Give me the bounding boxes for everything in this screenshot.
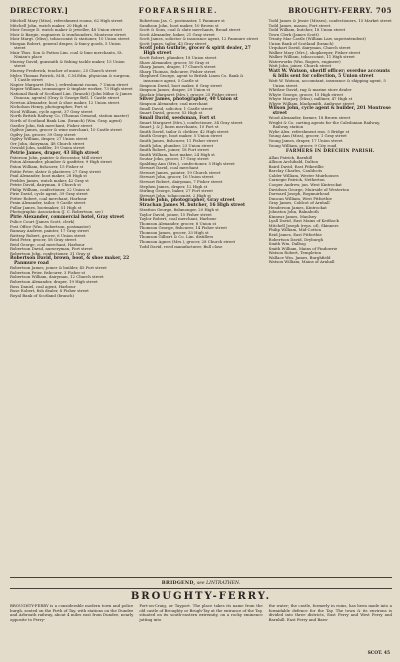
directory-entry: Smith John, plumber, 23 Union street [139,142,214,148]
directory-entry: Napier William, ironmonger & tinplate worker, 73 High street [10,86,133,92]
directory-entry: Myles Thomas Patrick, M.B., C.M.Edin. physician & surgeon, 1 Castle street [10,72,131,83]
directory-entry: Ogilvy William, draper, 27 Union street [10,136,88,142]
directory-entry: Murray David, gunsmith & fishing tackle maker, 15 Union street [10,58,125,69]
directory-entry: Ogilvie James, grocer & wine merchant, 10 Castle street [10,127,122,133]
directory-entry: Mitchell John, watch maker, 20 High st [10,22,88,28]
directory-entry: Photographic Association (J. C. Robertson, sec) [10,209,103,215]
directory-entry: Potter Robert, coal merchant, Harbour [10,195,87,201]
directory-entry: Wood Alexander, farmer, 18 Brown street [268,115,351,121]
directory-entry: Robertson Peter, fishcurer, 3 Fisher st [10,269,86,275]
directory-entry: Davidson George, Muirside of Westerton [268,186,349,192]
directory-entry: Stratton George, fishmonger, 20 High st [139,207,219,213]
directory-entry: Robertson William, dairyman, 12 Church street [10,274,104,280]
directory-entry: Carnegie Patrick, Netherton [268,177,325,183]
directory-entry: Kinnear James, Maulsey [268,213,317,219]
directory-entry: Thomson Agnes (Mrs.), grocer, 28 Church street [139,238,236,244]
directory-entry: Stirling George, baker, 27 Fort street [139,188,213,194]
directory-entry: Walker Mary (Mrs.), shopkeeper, Fisher street [268,49,361,55]
directory-entry: Scott John Guthrie, grocer & spirit dealer, 27 High street [139,46,251,57]
directory-entry: Smart Margaret (Mrs.), confectioner, 34 Gray street [139,119,243,125]
directory-entry: Philip William, Mid-Cotton [268,227,321,233]
directory-entry: Sandison John, boot maker, 10 Brown st [139,22,219,28]
directory-entry: Stoole John, photographer, Gray street [139,198,235,204]
directory-entry: Oswald John, saddler, 19 Union street [10,145,85,151]
directory-entry: Shaw Alexander, grocer, 50 Gray st [139,59,210,65]
directory-entry: Waterworks (Wm. Rogers, engineer) [268,58,341,64]
directory-entry: Todd James, mason, Fort street [268,22,331,28]
directory-entry: Sharp Thomas, fishcurer, Fisher street [139,68,216,74]
directory-entry: Simpson James, draper, 29 Union st [139,87,211,93]
directory-entry: Prain Alexander, tailor, 9 Castle street [10,200,86,206]
directory-entry: Paton William, fishcurer, 15 Fisher st [10,163,84,169]
directory-entry: National Bank of Scotland Lim. (branch) (John Milne & James Duncan, agents) (Gray & George Bell, 1 Castle street [10,90,132,101]
directory-entry: Scott James, tailor, 43 Gray street [139,40,207,46]
directory-entry: Petrie James, draper, 43 High street [10,150,100,156]
directory-entry: Robertson John, confectioner, 31 Gray st [10,250,91,256]
directory-entry: Reid James, East Pitforthie [268,231,322,237]
directory-entry: Scott James, solicitor & insurance agent, 12 Panmure street [139,36,259,42]
directory-entry: Taylor Robert, coal merchant, Harbour [139,216,217,222]
directory-entry: Petrie David, dairyman, 8 Church st [10,182,81,188]
directory-entry: Simpson Alexander, coal merchant [139,101,208,107]
directory-entry: Smith William, boot maker, 24 High st [139,151,215,157]
directory-entry: Barclay Charles, Cauldcots [268,168,323,174]
directory-entry: Thomson George, fishcurer, 14 Fisher street [139,225,227,231]
directory-entry: Scott Alexander, baker, 21 Gray street [139,31,215,37]
directory-entry: Pirie David, cycle agent, 39 Gray street [10,191,88,197]
directory-entry: Sinclair Margaret (Mrs.), grocer, 25 Fisher street [139,91,238,97]
directory-entry: Muir Thos. Son & Patton Lim. coal & lime merchants, St. Ninian's place [10,49,123,60]
town-title: BROUGHTY-FERRY. [130,591,272,602]
directory-entry: Smart David, grocer, 53 High st [139,110,203,116]
directory-column-2 [139,19,262,575]
directory-entry: Henderson James, Kintrockat [268,204,327,210]
directory-column-1 [10,19,133,575]
directory-entry: Stewart John, grocer, 16 Union street [139,174,214,180]
directory-entry: Smith James, fishcurer, 11 Fisher street [139,138,219,144]
directory-entry: Stewart John, tobacconist, 2 High st [139,192,211,198]
directory-entry: Orr John, dairyman, 48 Church street [10,140,85,146]
directory-entry: Ramsay Andrew, painter, 17 Gray street [10,228,89,234]
directory-entry: Young Ann (Miss), grocer, 1 Gray street [268,133,347,139]
directory-entry: Smith David, tailor & clothier, 42 High street [139,128,229,134]
directory-entry: Sharp James, draper, 17 Church street [139,64,216,70]
directory-entry: Oastler John, fish merchant, Fisher street [10,122,93,128]
directory-entry: Whyte George, grocer, 15 High street [268,91,344,97]
directory-columns [10,19,392,575]
directory-entry: Stewart James, painter, 19 Church street [139,169,221,175]
directory-entry: Watt W. Watson, accountant, insurance & shipping agent, 5 Union street [268,78,386,88]
directory-entry: Post Office (Wm. Robertson, postmaster) [10,223,91,229]
directory-entry: Nicol William, cycle agent, 37 Gray street [10,108,93,114]
directory-entry: Philip William, confectioner, 22 Union st [10,186,90,192]
directory-entry: Urquhart David, dairyman, Church street [268,45,351,51]
directory-entry: Watson Robert, Templeton [268,250,321,256]
directory-entry: Small David, seedsman, Fort st [139,115,216,121]
header-left: DIRECTORY.] [10,6,69,15]
town-description [10,604,392,622]
signature-mark: SCOT. 45 [367,651,390,656]
directory-entry: Newton Alexander, boot & shoe maker, 12 Union street [10,99,120,105]
directory-entry: Stephen James, draper, 12 High st [139,183,208,189]
directory-entry: Soutar John, grocer, 17 Gray street [139,156,209,162]
directory-entry: Thomson James, grocer, 33 High st [139,229,209,235]
directory-entry: Taylor David, joiner, 15 Fisher street [139,211,212,217]
directory-entry: Robertson David, nurseryman, Fort street [10,246,93,252]
directory-entry: Baird David, East Pitkerillie [268,163,324,169]
directory-entry: Scott Robert, plumber, 18 Union street [139,55,217,61]
directory-entry: Reid Peter, grocer, 58 Gray street [10,237,77,243]
directory-entry: Simpson David, boot maker, 6 Gray street [139,82,222,88]
directory-entry: Rattray Robert, grocer, 6 Union street [10,232,86,238]
directory-entry: Scott & Sons, coal & slate merchants, Broad street [139,27,241,33]
directory-entry: Paton Alexander, plumber & gasfitter, 9 High street [10,159,112,165]
directory-entry: Duncan William, West Pitforthie [268,195,332,201]
directory-column-3 [269,19,392,575]
directory-entry: Peebles James, watch maker, 42 Gray st [10,177,89,183]
description-para-3: the water; the castle, formerly in ruins, has been made into a formidable defence for the Tay. The town & its environs is divided into three districts, East Ferry and West Ferry and Barnhill. East Ferry and Barn- [268,603,392,622]
directory-entry: Johnston John, Balnaboth [268,209,319,215]
directory-entry: Robertson James, joiner & builder, 45 Fort street [10,265,107,271]
directory-entry: Reid George, coal merchant, Harbour [10,241,85,247]
description-para-1: BROUGHTY-FERRY is a considerable modern town and police burgh, seated on the Firth of Tay, with stations on the Dundee and Arbroath railway, about 4 miles east from Dundee, nearly opposite to Ferry- [10,603,134,622]
directory-entry: Small David, solicitor, 1 Castle street [139,105,213,111]
description-para-2: Port-on-Craig, or Tayport. The place takes its name from the old castle of Broughty or Brugh-Tay at the entrance of the Tay, situated on its south-eastern extremity, on a rocky eminence jutting into [139,603,263,622]
directory-entry: Ross Daniel, coal agent, Harbour [10,283,76,289]
directory-entry: Robertson Jas. C. postmaster, 1 Panmure st [139,19,225,23]
directory-entry: Murray Frederick, teacher of music, 25 Church street [10,68,117,74]
directory-entry: Wylie Alex. refreshment rms. 5 Bridge st [268,128,350,134]
directory-entry: Whyte Marjory (Miss), milliner, 47 High st [268,96,353,102]
directory-entry: Walker William, tobacconist, 11 High street [268,54,355,60]
directory-entry: Robertson David, Dryburgh [268,236,324,242]
directory-entry: Smith Robert, joiner, 18 Fort street [139,147,209,153]
directory-entry: Smith Wm. Dalbog [268,241,306,247]
directory-entry: Morgan Robert, general draper, & fancy goods, 5 Union street [10,40,121,51]
directory-entry: Calder William, Wester Muirhouses [268,172,339,178]
directory-entry: Thomson Gilbert & Co. Lim. distillers [139,234,214,240]
directory-entry: Trinity Mar Castle (William Law, superintendent) [268,36,366,42]
directory-entry: Strachan James M. butcher, 16 High street [139,203,246,209]
directory-entry: Todd James & Jessie (Misses), confectioners, 15 Market street [268,19,392,23]
directory-entry: Police Court (James Scott, clerk) [10,218,75,224]
directory-entry: Gray James, Coldcot of Arnhall [268,200,330,206]
directory-entry: Ogilvy Jas. grocer, 39 Gray street [10,131,76,137]
crossref-lead: BRIDGEND, [161,581,196,586]
directory-entry: Pirie Alexander, commercial hotel, Gray street [10,214,125,220]
directory-entry: Spalding Ann (Mrs.), confectioner, 5 High street [139,160,235,166]
directory-entry: Robertson Alexander, draper, 19 High street [10,278,98,284]
directory-entry: Napier Margaret (Mrs.), refreshment rooms, 7 Union street [10,81,129,87]
directory-entry: Rose Robert, fish dealer, 8 Fisher street [10,288,89,294]
directory-entry: Mitchell Mary (Miss), refreshment rooms, 62 High street [10,19,123,23]
farmers-list [269,156,392,265]
directory-entry: Pullar James, bootmaker, 51 High st [10,204,82,210]
directory-entry: Todd William, butcher, 18 Union street [268,27,346,33]
directory-entry: Young James, draper, 17 Union street [268,138,343,144]
directory-entry: Allison Archibald, Dalton [268,159,318,165]
directory-entry: Wright & Co. carting agents for the Caledonian Railway, Railway station [268,119,380,130]
directory-entry: Mitchell Joseph (reps. of), Skinners [268,222,339,228]
directory-entry: Stewart Robert, dairyman, 7 Fisher street [139,178,223,184]
header-title: FORFARSHIRE. [138,6,218,15]
column-3-entries [269,19,392,148]
directory-entry: Dorward Joseph, Bogmuirhead [268,191,330,197]
directory-entry: Moir George D. watch maker & jeweller, 48 Union street [10,27,123,33]
directory-entry: Paterson John, painter & decorator, Mill street [10,154,103,160]
directory-entry: Todd David, reed manufacturer, Bull close [139,243,223,249]
directory-entry: Watt W. Watson, sheriff officer; overdue accounts & bills sent for collection, 5 Union street [268,69,390,80]
directory-entry: Cooper Andrew, jun. West Kintrockat [268,181,342,187]
directory-entry: Paul Alexander, boot maker, 28 High st [10,173,87,179]
directory-entry: Robertson David, brown, boot, & shoe maker, 22 Panmure road [10,256,130,267]
divider [10,577,392,578]
directory-entry: Smith William, Mains of Findowrie [268,245,338,251]
directory-entry: Silver James, photographer, 40 Union st [139,97,238,103]
directory-entry: Young William, grocer, 9 City road [268,142,337,148]
directory-entry: Royal Bank of Scotland (branch) [10,292,75,298]
crossref-line [10,581,392,586]
directory-entry: Whitlaw David, rag & marine store dealer [268,87,352,93]
directory-entry: Watson William, Mains of Arnhall [268,259,335,265]
directory-entry: Smith George, boot maker, 5 Union street [139,133,223,139]
directory-entry: Wallace Wm. James, Burghfield [268,254,331,260]
directory-entry: Smart J. & J. linen merchants, 10 Fort st [139,124,219,130]
divider [10,588,392,589]
directory-entry: Allan Patrick, Barnhill [268,154,313,160]
header-right: BROUGHTY-FERRY. 705 [288,6,392,15]
directory-entry: Pattie Peter, slater & plasterer, 27 Gray street [10,168,101,174]
crossref-tail: see LINTRATHEN. [196,581,241,586]
directory-entry: Shepherd George, agent to British Linen Co. Bank & insurance agent, 5 Castle st [139,73,244,84]
directory-entry: Moir Margt. (Miss), tobacconist & stationer, 10 Union street [10,36,130,42]
directory-entry: Nicholson Henry, photographer, Fort st [10,104,88,110]
directory-entry: Lyall David, East Mains of Keithock [268,218,339,224]
directory-entry: Town Clerk (James Scott) [268,31,319,37]
directory-entry: Thomson Alexander, grocer, 8 Union st [139,220,217,226]
directory-entry: Stewart David, coal merchant [139,165,199,171]
directory-entry: North British Railway Co. (Thomas Ormond, station master) [10,113,129,119]
directory-entry: North of Scotland Bank Lim. (branch) (Wm. Gray, agent) [10,118,122,124]
directory-entry: Watt John, joiner, Church street [268,63,332,69]
section-title-farmers: FARMERS IN DRECHIN PARISH. [285,149,375,155]
directory-entry: Union Bank of Scotland (branch) [268,40,334,46]
directory-entry: Whyte William, blacksmith, Ambrose street [268,100,355,106]
page-header [10,6,392,16]
directory-entry: Wilson John, cycle agent & builder, 201 Montrose street [268,106,391,117]
directory-entry: Moir & Bargie, engineers & ironfounders, Montrose street [10,31,126,37]
